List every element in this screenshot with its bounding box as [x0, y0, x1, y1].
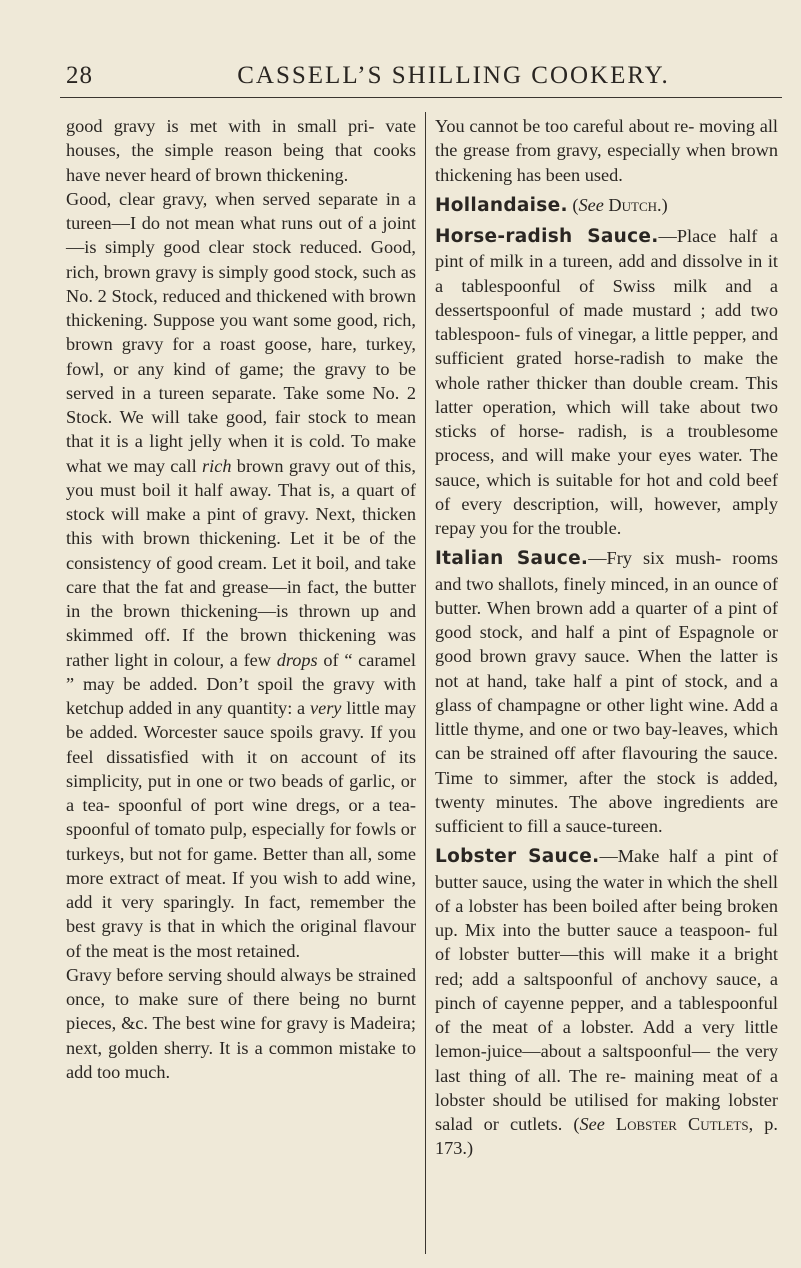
running-title: CASSELL’S SHILLING COOKERY. — [237, 62, 670, 89]
entry-heading: Horse-radish Sauce. — [435, 226, 659, 247]
paragraph: Good, clear gravy, when served separate in a tureen—I do not mean what runs out of a joint—is simply good clear stock reduced. Good, rich, brown gravy is simply good stock, such as No. 2 Stock, reduced and thickened with brown thickening. Suppose you want some good, rich, brown gravy for a roast goose, hare, turkey, fowl, or any kind of game; the gravy to be served in a tureen separate. Take some No. 2 Stock. We will take good, fair stock to mean that it is a light jelly when it is cold. To make what we may call rich brown gravy out of this, you must boil it half away. That is, a quart of stock will make a pint of gravy. Next, thicken this with brown thickening. Let it be of the consistency of good cream. Let it boil, and take care that the fat and grease—in fact, the butter in the brown thickening—is thrown up and skimmed off. If the brown thickening was rather light in colour, a few drops of “ caramel ” may be added. Don’t spoil the gravy with ketchup added in any quantity: a very little may be added. Worcester sauce spoils gravy. If you feel dissatisfied with it on account of its simplicity, put in one or two beads of garlic, or a tea- spoonful of port wine dregs, or a tea- spoonful of tomato pulp, especially for fowls or turkeys, but not for game. Better than all, some more extract of meat. If you wish to add wine, add it very sparingly. In fact, remember the best gravy is that in which the original flavour of the meat is the most retained. — [66, 188, 417, 961]
entry-heading: Lobster Sauce. — [435, 846, 600, 868]
entry-heading: Hollandaise. — [435, 194, 568, 216]
page-reference: p. 173.) — [435, 1114, 778, 1159]
paragraph: Gravy before serving should always be strained once, to make sure of there being no burnt pieces, &c. The best wine for gravy is Madeira; next, golden sherry. It is a common mistake to add too much. — [66, 964, 416, 1082]
entry-hollandaise: Hollandaise. (See Dutch.) — [435, 194, 668, 216]
emphasis: very — [309, 698, 342, 718]
page-header — [66, 62, 781, 102]
cross-reference: Lobster Cutlets, — [615, 1114, 754, 1134]
entry-heading: Italian Sauce. — [435, 548, 589, 570]
right-column — [435, 114, 778, 1161]
entry-italian: Italian Sauce.—Fry six mush- rooms and two shallots, finely minced, in an ounce of butter. When brown add a quarter of a pint of good stock, and half a pint of Espagnole or good brown gravy sauce. When the latter is not at hand, take half a pint of stock, and a glass of champagne or other light wine. Add a little thyme, and one or two bay-leaves, which can be strained off after flavouring the sauce. Time to simmer, after the stock is added, twenty minutes. The above ingredients are sufficient to fill a sauce-tureen. — [435, 548, 778, 836]
paragraph: good gravy is met with in small pri- vate houses, the simple reason being that cooks have never heard of brown thickening. — [66, 116, 416, 185]
emphasis: drops — [276, 649, 318, 670]
column-divider — [425, 112, 426, 1254]
see-label: See — [579, 1114, 605, 1134]
entry-horse-radish: Horse-radish Sauce.—Place half a pint of milk in a tureen, add and dissolve in it a tablespoonful of Swiss milk and a dessertspoonful of made mustard ; add two tablespoon- fuls of vinegar, a little pepper, and sufficient grated horse-radish to make the whole rather thicker than double cream. This latter operation, which will take about two sticks of horse- radish, is a troublesome process, and will make your eyes water. The sauce, which is suitable for hot and cold beef of every description, will, however, amply repay you for the trouble. — [435, 226, 778, 538]
cross-reference: Dutch. — [608, 194, 662, 215]
emphasis: rich — [202, 455, 232, 476]
see-label: See — [578, 194, 604, 215]
entry-lobster: Lobster Sauce.—Make half a pint of butter sauce, using the water in which the shell of a lobster has been boiled after being broken up. Mix into the butter sauce a teaspoon- ful of lobster butter—this will make it a bright red; add a saltspoonful of anchovy sauce, a pinch of cayenne pepper, and a tablespoonful of the meat of a lobster. Add a very little lemon-juice—about a saltspoonful— the very last thing of all. The re- maining meat of a lobster should be utilised for making lobster salad or cutlets. (See Lobster Cutlets, p. 173.) — [435, 846, 778, 1159]
left-column — [66, 114, 416, 1084]
paragraph: You cannot be too careful about re- moving all the grease from gravy, especially when brown thickening has been used. — [435, 116, 778, 185]
page-number: 28 — [66, 62, 93, 89]
header-rule — [60, 97, 782, 98]
